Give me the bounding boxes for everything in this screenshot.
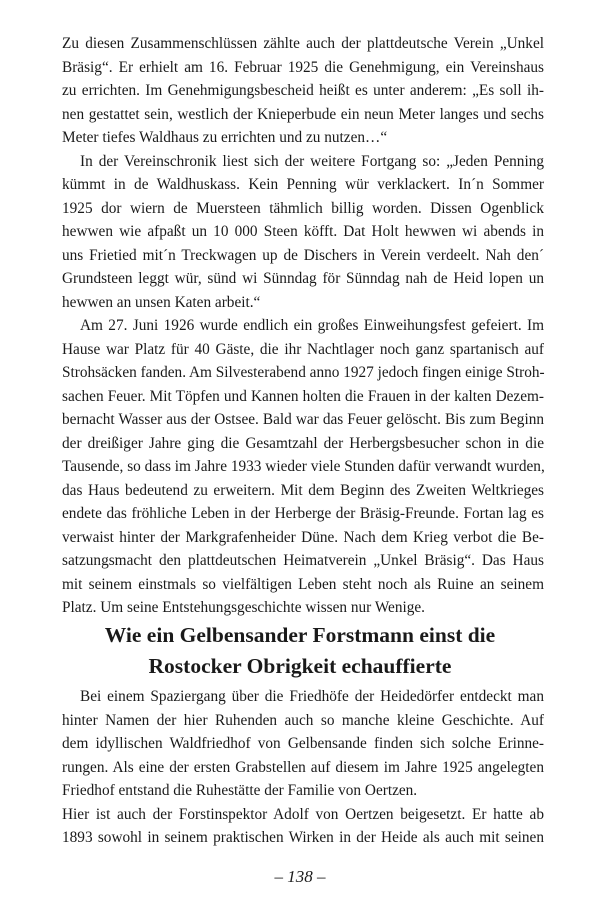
text-line: hewwen an unsen Katen arbeit.“	[62, 294, 261, 311]
text-line: zu errichten. Im Genehmigungsbescheid heißt es unter anderem: „Es soll ih-	[62, 82, 544, 99]
text-line: In der Vereinschronik liest sich der weitere Fortgang so: „Jeden Penning	[80, 153, 544, 170]
text-line: Am 27. Juni 1926 wurde endlich ein großes Einweihungsfest gefeiert. Im	[80, 317, 544, 334]
text-line: Grundsteen leggt wür, sünd wi Sünndag för Sünndag nah de Heid lopen un	[62, 270, 544, 287]
text-line: das Haus bedeutend zu erweitern. Mit dem Beginn des Zweiten Weltkrieges	[62, 482, 544, 499]
text-line: sachen Feuer. Mit Töpfen und Kannen holten die Frauen in der kalten Dezem-	[62, 388, 544, 405]
heading-line: Wie ein Gelbensander Forstmann einst die	[104, 623, 496, 647]
text-line: nen gestattet sein, westlich der Knieperbude ein neun Meter langes und sechs	[62, 106, 544, 123]
text-line: 1893 sowohl in seinem praktischen Wirken in der Heide als auch mit seinen	[62, 829, 544, 846]
text-line: Bei einem Spaziergang über die Friedhöfe der Heidedörfer entdeckt man	[80, 688, 544, 705]
heading-line: Rostocker Obrigkeit echauffierte	[148, 654, 452, 678]
text-line: Hier ist auch der Forstinspektor Adolf von Oertzen beigesetzt. Er hatte ab	[62, 806, 544, 823]
text-line: uns Frietied mit´n Treckwagen up de Dischers in Verein verdeelt. Nah den´	[62, 247, 544, 264]
text-line: endete das fröhliche Leben in der Herberge der Bräsig-Freunde. Fortan lag es	[62, 505, 544, 522]
text-line: kümmt in de Waldhuskass. Kein Penning wür verklackert. In´n Sommer	[62, 176, 544, 193]
text-line: Zu diesen Zusammenschlüssen zählte auch der plattdeutsche Verein „Unkel	[62, 35, 544, 52]
text-line: satzungsmacht den plattdeutschen Heimatverein „Unkel Bräsig“. Das Haus	[62, 552, 544, 569]
text-line: der dreißiger Jahre ging die Gesamtzahl der Herbergsbesucher schon in die	[62, 435, 544, 452]
text-line: hinter Namen der hier Ruhenden auch so manche kleine Geschichte. Auf	[62, 712, 544, 729]
text-line: mit seinem einstmals so vielfältigen Leben steht noch als Ruine an seinem	[62, 576, 544, 593]
text-line: Strohsäcken fanden. Am Silvesterabend anno 1927 jedoch fingen einige Stroh-	[62, 364, 545, 381]
text-line: Meter tiefes Waldhaus zu errichten und zu nutzen…“	[62, 129, 388, 146]
text-line: Platz. Um seine Entstehungsgeschichte wissen nur Wenige.	[62, 599, 425, 616]
text-line: dem idyllischen Waldfriedhof von Gelbensande finden sich solche Erinne-	[62, 735, 544, 752]
text-line: Hause war Platz für 40 Gäste, die ihr Nachtlager noch ganz spartanisch auf	[62, 341, 544, 358]
text-line: Friedhof entstand die Ruhestätte der Familie von Oertzen.	[62, 782, 418, 799]
page-number: – 138 –	[274, 867, 326, 886]
text-line: 1925 dor wiern de Muersteen tähmlich billig worden. Dissen Ogenblick	[62, 200, 544, 217]
text-line: rungen. Als eine der ersten Grabstellen auf diesem im Jahre 1925 angelegten	[62, 759, 544, 776]
text-line: bernacht Wasser aus der Ostsee. Bald war das Feuer gelöscht. Bis zum Beginn	[62, 411, 544, 428]
text-line: Tausende, so dass im Jahre 1933 wieder viele Stunden dafür verwandt wurden,	[62, 458, 545, 475]
text-line: verwaist hinter der Markgrafenheider Düne. Nach dem Krieg verbot die Be-	[62, 529, 544, 546]
text-line: Bräsig“. Er erhielt am 16. Februar 1925 die Genehmigung, ein Vereinshaus	[62, 59, 544, 76]
text-line: hewwen wie afpaßt un 10 000 Steen köfft. Dat Holt hewwen wi abends in	[62, 223, 544, 240]
